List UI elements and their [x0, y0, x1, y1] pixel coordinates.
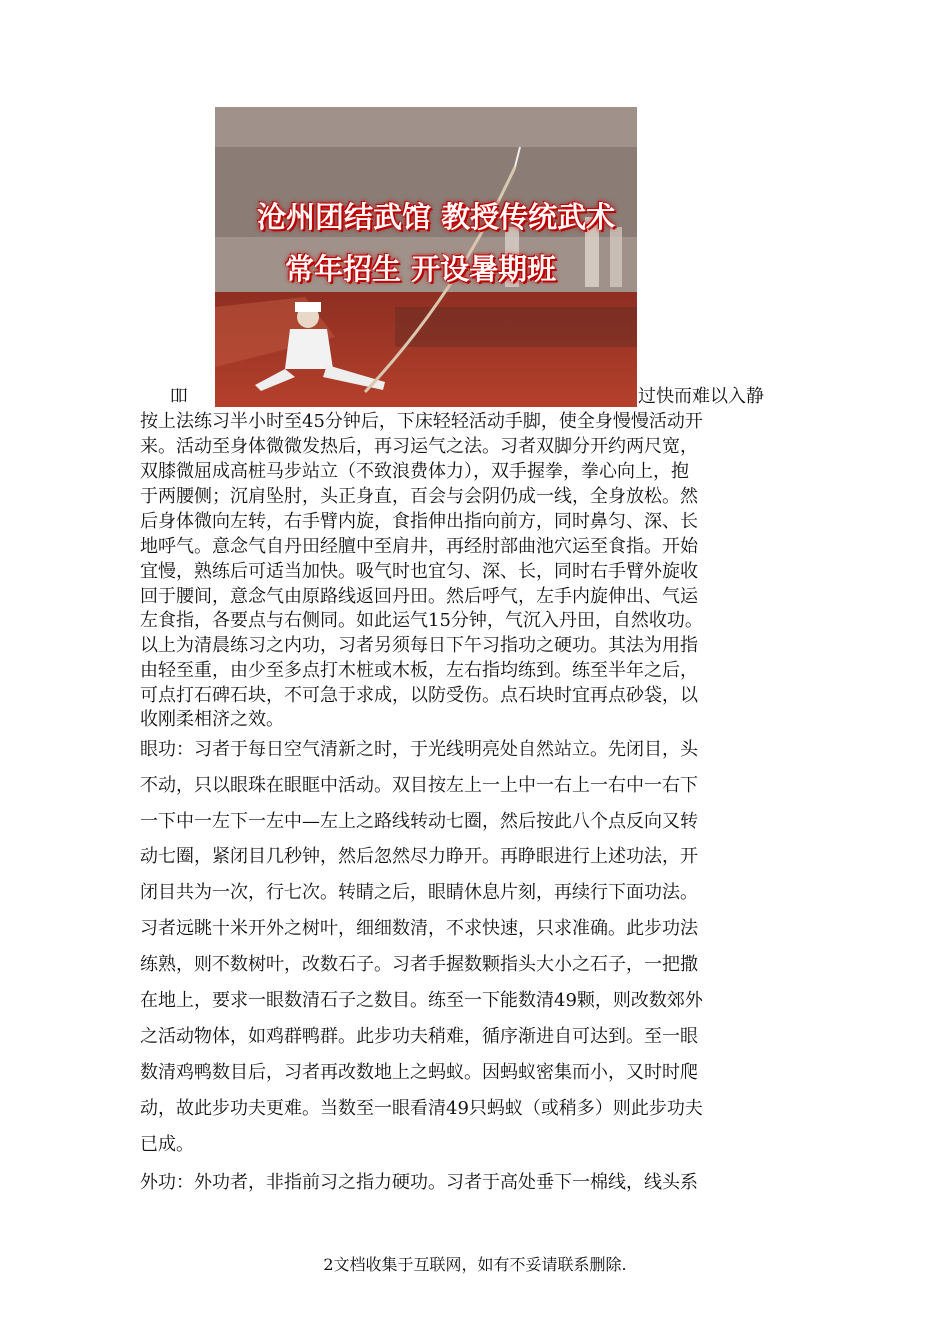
paragraph-line: 之活动物体，如鸡群鸭群。此步功夫稍难，循序渐进自可达到。至一眼 — [140, 1026, 698, 1047]
paragraph-line: 左食指，各要点与右侧同。如此运气15分钟，气沉入丹田，自然收功。 — [140, 610, 703, 631]
photo-caption-line2: 常年招生 开设暑期班 — [285, 252, 557, 286]
paragraph-line: 双膝微屈成高桩马步站立（不致浪费体力），双手握拳，拳心向上，抱 — [140, 461, 689, 482]
paragraph-line: 由轻至重，由少至多点打木桩或木板，左右指均练到。练至半年之后， — [140, 660, 698, 681]
inline-glyph: 吅 — [170, 386, 188, 407]
paragraph-line: 于两腰侧；沉肩坠肘，头正身直，百会与会阴仍成一线，全身放松。然 — [140, 486, 698, 507]
inline-text-after-photo: 过快而难以入静 — [638, 386, 764, 407]
paragraph-line: 练熟，则不数树叶，改数石子。习者手握数颗指头大小之石子，一把撒 — [140, 954, 698, 975]
banner-photo — [215, 107, 637, 407]
paragraph-line: 后身体微向左转，右手臂内旋，食指伸出指向前方，同时鼻匀、深、长 — [140, 511, 698, 532]
paragraph-line: 宜慢，熟练后可适当加快。吸气时也宜匀、深、长，同时右手臂外旋收 — [140, 561, 698, 582]
paragraph-line: 可点打石碑石块，不可急于求成，以防受伤。点石块时宜再点砂袋，以 — [140, 685, 698, 706]
page-footer: 2文档收集于互联网，如有不妥请联系删除. — [323, 1255, 627, 1274]
paragraph-line: 收刚柔相济之效。 — [140, 709, 284, 730]
paragraph-line: 不动，只以眼珠在眼眶中活动。双目按左上一上中一右上一右中一右下 — [140, 775, 698, 796]
paragraph-line: 按上法练习半小时至45分钟后，下床轻轻活动手脚，使全身慢慢活动开 — [140, 411, 703, 432]
paragraph-line: 在地上，要求一眼数清石子之数目。练至一下能数清49颗，则改数郊外 — [140, 990, 703, 1011]
paragraph-line: 以上为清晨练习之内功，习者另须每日下午习指功之硬功。其法为用指 — [140, 635, 698, 656]
paragraph-line: 外功：外功者，非指前习之指力硬功。习者于高处垂下一棉线，线头系 — [140, 1172, 698, 1193]
paragraph-line: 动，故此步功夫更难。当数至一眼看清49只蚂蚁（或稍多）则此步功夫 — [140, 1098, 703, 1119]
paragraph-line: 回于腰间，意念气由原路线返回丹田。然后呼气，左手内旋伸出、气运 — [140, 586, 698, 607]
photo-caption-line1: 沧州团结武馆 教授传统武术 — [257, 200, 616, 234]
paragraph-line: 数清鸡鸭数目后，习者再改数地上之蚂蚁。因蚂蚁密集而小，又时时爬 — [140, 1062, 698, 1083]
paragraph-line: 地呼气。意念气自丹田经膻中至肩井，再经肘部曲池穴运至食指。开始 — [140, 536, 698, 557]
paragraph-line: 已成。 — [140, 1134, 194, 1155]
paragraph-line: 动七圈，紧闭目几秒钟，然后忽然尽力睁开。再睁眼进行上述功法，开 — [140, 846, 698, 867]
paragraph-line: 眼功：习者于每日空气清新之时，于光线明亮处自然站立。先闭目，头 — [140, 739, 698, 760]
paragraph-line: 闭目共为一次，行七次。转睛之后，眼睛休息片刻，再续行下面功法。 — [140, 882, 698, 903]
paragraph-line: 来。活动至身体微微发热后，再习运气之法。习者双脚分开约两尺宽， — [140, 436, 698, 457]
paragraph-line: 习者远眺十米开外之树叶，细细数清，不求快速，只求准确。此步功法 — [140, 918, 698, 939]
paragraph-line: 一下中一左下一左中—左上之路线转动七圈，然后按此八个点反向又转 — [140, 811, 698, 832]
